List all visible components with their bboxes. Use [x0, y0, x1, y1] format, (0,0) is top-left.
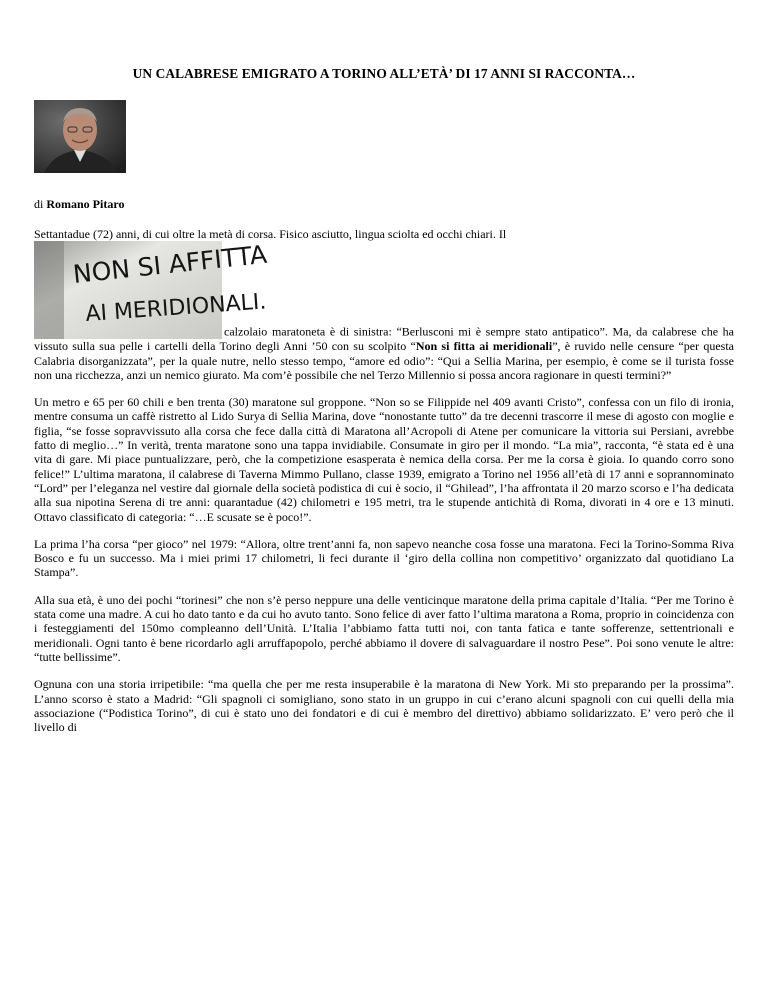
paragraph-2: Un metro e 65 per 60 chili e ben trenta (30) maratone sul groppone. “Non so se Filippide nel 409 avanti Cristo”, confessa con un filo di ironia, mentre consuma un caffè ristretto al Lido Surya di Sellia Marina, dove “nonostante tutto” da tre decenni trascorre il mese di agosto con moglie e figlia, “se fosse sopravvissuto alla corsa che fece dalla città di Maratona all’Acropoli di Atene per comunicare la vittoria sui Persiani, avrebbe fatto di meglio…” In verità, trenta maratone sono una tappa invidiabile. Consumate in giro per il mondo. “La mia”, racconta, “è stata ed è una vita di gare. Mi piace puntualizzare, però, che la competizione esasperata è nemica della corsa. Per me la corsa è gioia. Io quando corro sono felice!” L’ultima maratona, il calabrese di Taverna Mimmo Pullano, classe 1939, emigrato a Torino nel 1956 all’età di 17 anni e soprannominato “Lord” per l’eleganza nel vestire dal giornale della società podistica di cui è socio, il “Ghilead”, l’ha affrontata il 20 marzo scorso e l’ha dedicata alla sua nipotina Serena di tre anni: quarantadue (42) chilometri e 195 metri, tra le stupende antichità di Roma, divorati in 4 ore e 13 minuti. Ottavo classificato di categoria: “…E scusate se è poco!”. — [34, 395, 734, 524]
paragraph-1 — [34, 241, 734, 382]
paragraph-1-body: calzolaio maratoneta è di sinistra: “Berlusconi mi è sempre stato antipatico”. Ma, da calabrese che ha vissuto sulla sua pelle i cartelli della Torino degli Anni ’50 con su scolpito “ — [34, 325, 734, 354]
sign-line-1: NON SI AFFITTA — [71, 240, 269, 290]
author-name: Romano Pitaro — [46, 197, 125, 211]
paragraph-1-intro: Settantadue (72) anni, di cui oltre la metà di corsa. Fisico asciutto, lingua sciolta ed occhi chiari. Il — [34, 227, 507, 241]
paragraph-1-quote: Non si fitta ai meridionali — [415, 339, 553, 354]
byline-prefix: di — [34, 197, 44, 211]
article-title: UN CALABRESE EMIGRATO A TORINO ALL’ETÀ’ DI 17 ANNI SI RACCONTA… — [132, 66, 636, 81]
paragraph-3: La prima l’ha corsa “per gioco” nel 1979: “Allora, oltre trent’anni fa, non sapevo neanche cosa fosse una maratona. Feci la Torino-Somma Riva Bosco e fu un successo. Ma i miei primi 17 chilometri, li feci durante il ‘giro della collina non competitivo’ organizzato dal quotidiano La Stampa”. — [34, 536, 734, 580]
paragraph-1-rest: ”, è ruvido nelle censure “per questa Calabria disorganizzata”, per la quale nutre, nello stesso tempo, “amore ed odio”: “Qui a Sellia Marina, per esempio, è come se il turista fosse non una ricchezza, anzi un nemico giurato. Ma com’è possibile che nel Terzo Millennio si possa ancora ragionare in questi termini?” — [34, 339, 734, 382]
paragraph-5: Ognuna con una storia irripetibile: “ma quella che per me resta insuperabile è la maratona di New York. Mi sto preparando per la prossima”. L’anno scorso è stato a Madrid: “Gli spagnoli ci somigliano, sono stato in un gruppo in cui c’erano alcuni spagnoli con cui quelli della mia associazione (“Podistica Torino”, di cui è stato uno dei fondatori e di cui è membro del direttivo) abbiamo solidarizzato. E’ vero però che il livello di — [34, 677, 734, 735]
byline — [34, 197, 124, 212]
paragraph-4: Alla sua età, è uno dei pochi “torinesi” che non s’è perso neppure una delle venticinque maratone della prima capitale d’Italia. “Per me Torino è stata come una madre. A cui ho dato tanto e da cui ho avuto tanto. Sono felice di aver fatto l’ultima maratona a Roma, proprio in coincidenza con i festeggiamenti del 150mo compleanno dell’Unità. L’Italia l’abbiamo fatta tutti noi, con tanta fatica e tante sofferenze, settentrionali e meridionali. Ogni tanto è bene ricordarlo agli arruffapopolo, perché abbiamo il dovere di salvaguardare il nostro Pese”. Poi sono venute le altre: “tutte bellissime”. — [34, 592, 734, 664]
sign-line-2: AI MERIDIONALI. — [84, 289, 268, 328]
sign-photo — [34, 240, 269, 339]
article-body — [34, 227, 734, 747]
author-portrait — [34, 100, 126, 173]
